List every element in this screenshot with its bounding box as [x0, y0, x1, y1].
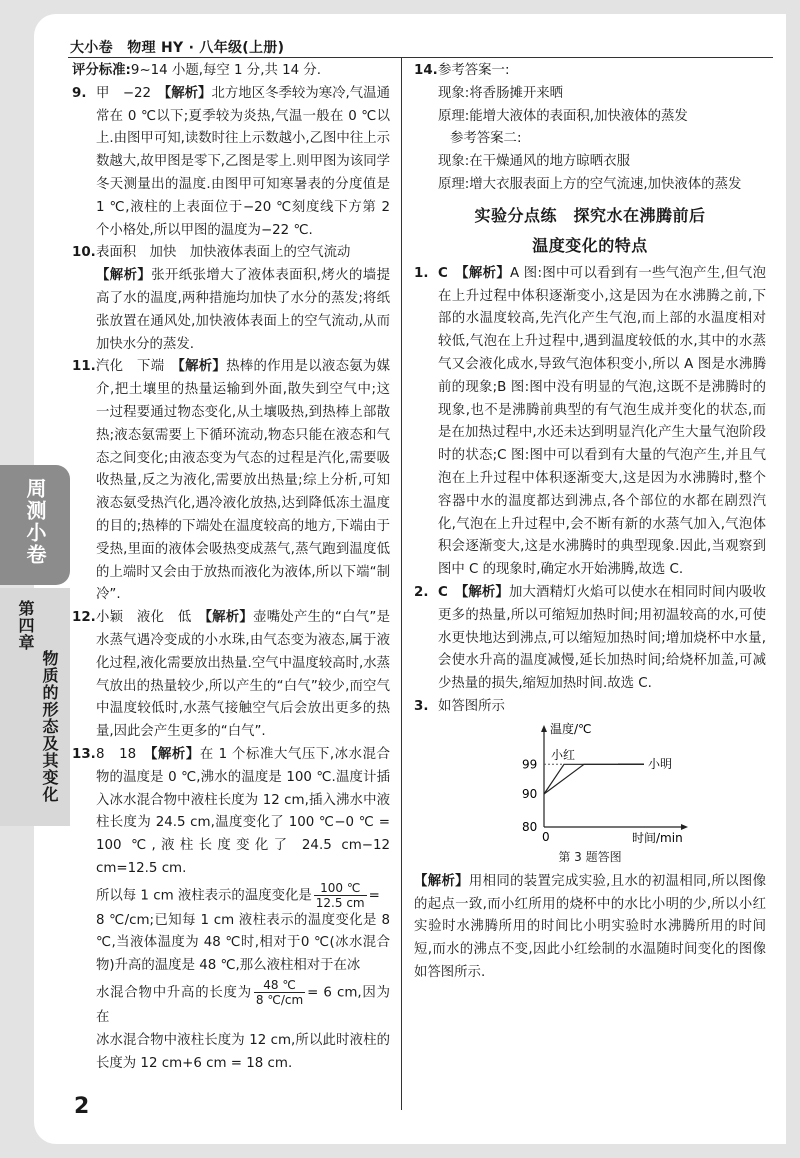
answer-2-principle: 原理:增大衣服表面上方的空气流速,加快液体的蒸发 — [438, 176, 742, 192]
x-axis-arrow — [681, 824, 688, 830]
answer: 汽化 下端 — [96, 359, 179, 375]
page-number: 2 — [74, 1094, 90, 1119]
experiment-2 — [414, 582, 766, 696]
analysis-text: 在 1 个标准大气压下,冰水混合物的温度是 0 ℃,沸水的温度是 100 ℃.温度计插入冰水混合物中液柱长度为 12 cm,插入沸水中液柱长度为 24.5 cm,温度变化了 100 ℃−0 ℃ = 100 ℃,液柱长度变化了 24.5 cm−12 cm=12.5 cm. — [96, 746, 390, 876]
section-title — [414, 201, 766, 261]
question-number: 11. — [72, 359, 96, 375]
question-text: 如答图所示 — [438, 698, 505, 714]
series-line-xiaoming — [544, 764, 644, 794]
figure-caption: 第 3 题答图 — [558, 849, 622, 864]
analysis-text: 冰水混合物中液柱长度为 12 cm,所以此时液柱的长度为 12 cm+6 cm = 18 cm. — [96, 1032, 390, 1071]
question-11 — [72, 356, 390, 607]
fraction-denominator: 12.5 cm — [315, 895, 365, 910]
header-rule — [68, 57, 773, 58]
answer: C — [438, 584, 462, 600]
analysis-text: 所以每 1 cm 液柱表示的温度变化是 — [96, 888, 312, 904]
analysis-text: 水混合物中升高的长度为 — [96, 985, 252, 1001]
x-axis-label: 时间/min — [632, 830, 683, 845]
reference-answer-2-label: 参考答案二: — [450, 131, 522, 147]
question-10 — [72, 242, 390, 356]
analysis-text: = — [368, 888, 380, 904]
fraction-denominator: 8 ℃/cm — [255, 993, 304, 1008]
analysis-text: A 图:图中可以看到有一些气泡产生,但气泡在上升过程中体积逐渐变小,这是因为在水沸腾之前,下部的水温度较高,先汽化产生气泡,而上部的水温度相对较低,气泡在上升过程中,遇到温度较低的水,其中的水蒸气又会液化成水,导致气泡体积变小,所以 A 图是水沸腾前的现象;B 图:图中没有明显的气泡,这既不是沸腾时的现象,也不是沸腾前典型的有气泡生成并变化的状态,而是在加热过程中,水还未达到明显汽化产生大量气泡阶段时的状态;C 图:图中可以看到有大量的气泡产生,并且气泡在上升过程中体积逐渐变大,这是因为水沸腾时,整个容器中水的温度都达到沸点,各个部位的水都在剧烈汽化,气泡在上升过程中,会不断有新的水蒸气加入,气泡体积会逐渐变大,这是水沸腾时的典型现象.因此,当观察到图中 C 的现象时,确定水开始沸腾,故选 C. — [438, 265, 766, 578]
fraction-degree-per-cm — [314, 881, 367, 910]
question-number: 12. — [72, 610, 96, 626]
answer: C — [438, 265, 462, 281]
y-axis-label: 温度/℃ — [550, 721, 592, 736]
scoring-standard — [72, 60, 390, 83]
answer: 甲 −22 — [96, 85, 165, 101]
analysis-text: 加大酒精灯火焰可以使水在相同时间内吸收更多的热量,所以可缩短加热时间;用初温较高的水,可使水更快地达到沸点,可以缩短加热时间;增加烧杯中水量,会使水升高的温度减慢,延长加热时间;给烧杯加盖,可减少热量的损失,缩短加热时间.故选 C. — [438, 584, 767, 692]
analysis-text: 张开纸张增大了液体表面积,烤火的墙提高了水的温度,两种措施均加快了水分的蒸发;将纸张放置在通风处,加快液体表面上的空气流动,从而加快水分的蒸发. — [96, 268, 390, 352]
answer-figure — [414, 721, 766, 845]
fraction-numerator: 48 ℃ — [254, 978, 305, 993]
question-number: 10. — [72, 245, 96, 261]
question-number: 3. — [414, 698, 429, 714]
reference-answer-1-label: 参考答案一: — [438, 63, 510, 78]
analysis-text: 热棒的作用是以液态氨为媒介,把土壤里的热量运输到外面,散失到空气中;这一过程要通过物态变化,从土壤吸热,到热棒上部散热;液态氨需要上下循环流动,物态只能在液态和气态之间变化;由液态变为气态的过程是汽化,需要吸收热量,反之为液化,需要放出热量;综上分析,可知液态氨受热汽化,遇冷液化放热,达到降低冻土温度的目的;热棒的下端处在温度较高的地方,下端由于受热,里面的液体会吸热变成蒸气,蒸气跑到温度低的上端时又会由于放热而液化为液体,所以下端“制冷”. — [96, 359, 391, 603]
series-label: 小红 — [551, 747, 576, 762]
answer-2-phenomenon: 现象:在干燥通风的地方晾晒衣服 — [438, 154, 630, 170]
analysis-text: 北方地区冬季较为寒冷,气温通常在 0 ℃以下;夏季较为炎热,气温一般在 0 ℃以上.由图甲可知,读数时往上示数越小,乙图中往上示数越大,故甲图是零下,乙图是零上.则甲图为该同学冬天测量出的温度.由图甲可知寒暑表的分度值是 1 ℃,液柱的上表面位于−20 ℃刻度线下方第 2 个小格处,所以甲图的温度为−22 ℃. — [96, 85, 390, 238]
analysis-text: 8 ℃/cm;已知每 1 cm 液柱表示的温度变化是 8 ℃,当液体温度为 48 ℃时,相对于0 ℃(冰水混合物)升高的温度是 48 ℃,那么液柱相对于在冰 — [96, 912, 390, 974]
question-number: 9. — [72, 85, 87, 101]
question-number: 14. — [414, 63, 438, 78]
y-tick-label: 99 — [522, 757, 538, 772]
section-title-line-2: 温度变化的特点 — [532, 235, 648, 255]
experiment-3 — [414, 696, 766, 719]
answer-1-phenomenon: 现象:将香肠摊开来晒 — [438, 85, 564, 101]
analysis-tag: 【解析】 — [461, 265, 511, 281]
analysis-tag: 【解析】 — [205, 610, 254, 626]
chapter-number: 第四章 — [16, 600, 35, 651]
analysis-tag: 【解析】 — [150, 746, 200, 762]
analysis-text: 用相同的装置完成实验,且水的初温相同,所以图像的起点一致,而小红所用的烧杯中的水比小明的少,所以小红实验时水沸腾所用的时间比小明实验时水沸腾所用的时间短,而水的沸点不变,因此小红绘制的水温随时间变化的图像如答图所示. — [414, 873, 766, 980]
question-number: 1. — [414, 265, 429, 281]
question-number: 2. — [414, 584, 429, 600]
question-14 — [414, 60, 766, 83]
y-tick-label: 80 — [522, 819, 538, 834]
analysis-tag: 【解析】 — [414, 873, 469, 889]
analysis-tag: 【解析】 — [461, 584, 509, 600]
right-column — [414, 60, 766, 985]
question-13 — [72, 744, 390, 1076]
question-9 — [72, 83, 390, 243]
analysis-tag: 【解析】 — [164, 85, 212, 101]
experiment-1 — [414, 263, 766, 582]
page-header: 大小卷 物理 HY · 八年级(上册) — [70, 40, 285, 56]
scoring-label: 评分标准: — [72, 63, 131, 78]
temperature-time-chart — [510, 721, 690, 845]
left-column — [72, 60, 390, 1075]
answer: 表面积 加快 加快液体表面上的空气流动 — [96, 245, 351, 261]
chapter-title: 物质的形态及其变化 — [40, 650, 59, 803]
scoring-text: 9~14 小题,每空 1 分,共 14 分. — [130, 63, 322, 78]
column-divider — [401, 58, 402, 1110]
series-line-xiaohong — [544, 764, 644, 794]
analysis-text: 壶嘴处产生的“白气”是水蒸气遇冷变成的小水珠,由气态变为液态,属于液化过程,液化需要放出热量.空气中温度较高时,水蒸气放出的热量较少,所以产生的“白气”较少,而空气中温度较低时,水蒸气接触空气后会放出更多的热量,因此会产生更多的“白气”. — [96, 610, 391, 740]
answer: 8 18 — [96, 746, 151, 762]
side-tab-label: 周测小卷 — [23, 478, 47, 566]
question-12 — [72, 607, 390, 744]
y-axis-arrow — [541, 725, 547, 732]
answer-1-principle: 原理:能增大液体的表面积,加快液体的蒸发 — [438, 108, 688, 124]
analysis-tag: 【解析】 — [96, 268, 152, 284]
analysis-tag: 【解析】 — [178, 359, 227, 375]
y-tick-label: 90 — [522, 786, 538, 801]
series-label: 小明 — [648, 756, 673, 771]
experiment-3-analysis — [414, 871, 766, 985]
x-tick-label: 0 — [542, 829, 550, 844]
answer: 小颖 液化 低 — [96, 610, 206, 626]
fraction-length — [254, 978, 305, 1007]
analysis-text: = 6 cm,因为在 — [96, 985, 390, 1026]
fraction-numerator: 100 ℃ — [314, 881, 367, 896]
section-title-line-1: 实验分点练 探究水在沸腾前后 — [474, 205, 706, 225]
question-number: 13. — [72, 746, 96, 762]
